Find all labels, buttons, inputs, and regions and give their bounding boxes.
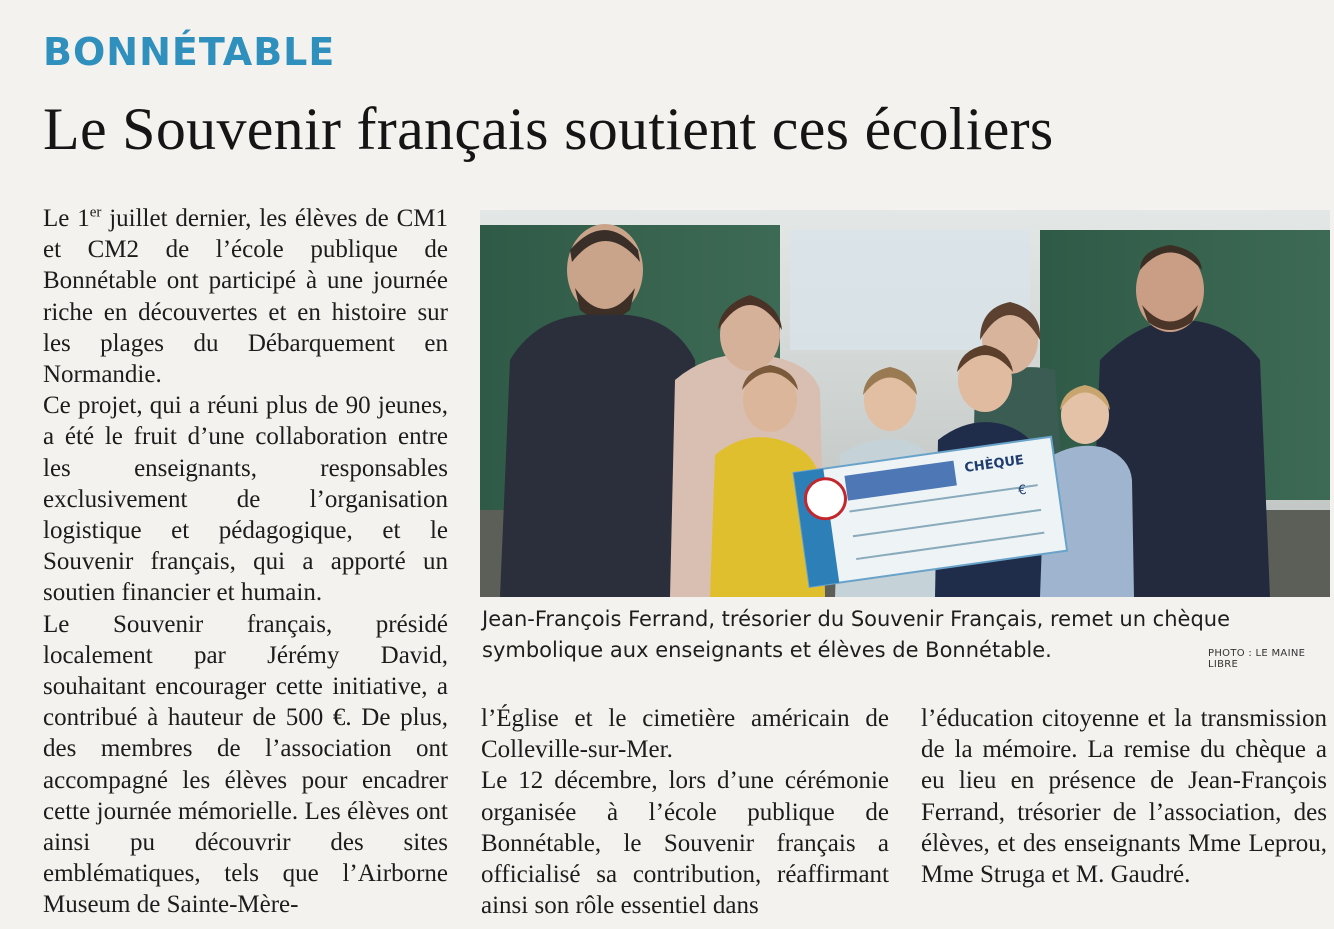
paragraph [43,203,448,390]
show-through-text [0,60,40,220]
paragraph: Ce projet, qui a réuni plus de 90 jeunes, a été le fruit d’une collaboration entre les enseignants, responsables exclusivement de l’organisation logistique et pédagogique, et le Souvenir français, qui a apporté un soutien financier et humain. [43,392,448,607]
article-photo [480,210,1330,597]
cheque-currency: € [1017,482,1028,499]
photo-caption: Jean-François Ferrand, trésorier du Souvenir Français, remet un chèque symbolique aux enseignants et élèves de Bonnétable. [482,607,1231,662]
article-column-1 [43,203,448,921]
paragraph: l’Église et le cimetière américain de Colleville-sur-Mer. [481,705,889,764]
paragraph: l’éducation citoyenne et la transmission de la mémoire. La remise du chèque a eu lieu en présence de Jean-François Ferrand, trésorier de l’association, des élèves, et des enseignants Mme Leprou, Mme Struga et M. Gaudré. [921,705,1327,889]
paragraph: Le 12 décembre, lors d’une cérémonie organisée à l’école publique de Bonnétable, le Souvenir français a officialisé sa contribution, réaffirmant ainsi son rôle essentiel dans [481,767,889,920]
photo-illustration [480,210,1330,597]
text-run: juillet dernier, les élèves de CM1 et CM2 de l’école publique de Bonnétable ont participé à une journée riche en découvertes et en histoire sur les plages du Débarquement en Normandie. [43,205,448,389]
superscript: er [89,204,102,221]
show-through-text [690,0,1330,30]
cheque-label: CHÈQUE [963,452,1025,477]
paragraph: Le Souvenir français, présidé localement par Jérémy David, souhaitant encourager cette initiative, a contribué à hauteur de 500 €. De plus, des membres de l’association ont accompagné les élèves pour encadrer cette journée mémorielle. Les élèves ont ainsi pu découvrir des sites emblématiques, tels que l’Airborne Museum de Sainte-Mère- [43,610,448,919]
article-column-3 [921,703,1327,890]
article-headline: Le Souvenir français soutient ces écoliers [43,96,1054,162]
text-run: Le 1 [43,205,90,232]
article-column-2 [481,703,889,921]
section-kicker: BONNÉTABLE [43,30,336,74]
photo-credit: PHOTO : LE MAINE LIBRE [1208,648,1306,670]
